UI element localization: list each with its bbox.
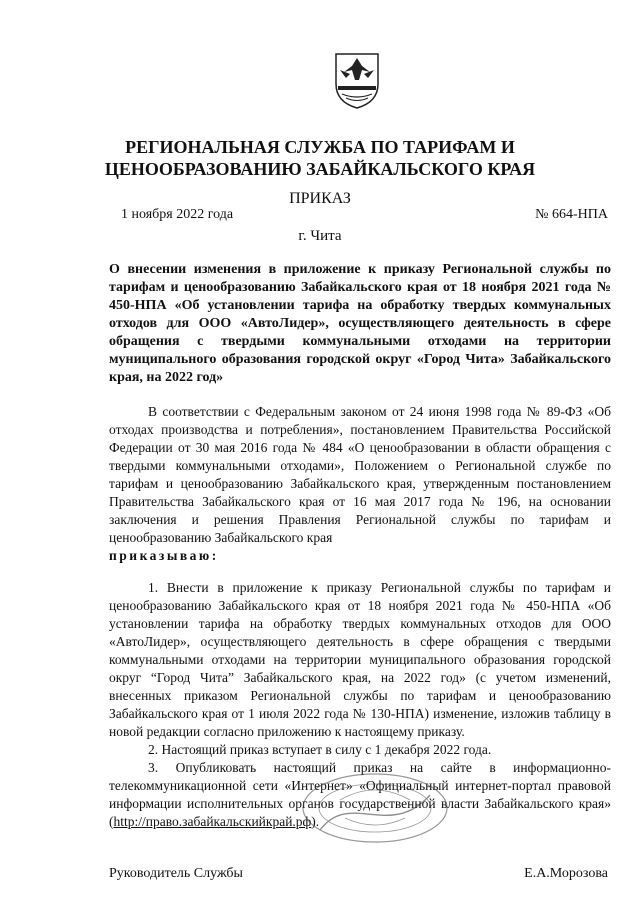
order-item-1: 1. Внести в приложение к приказу Региональной службы по тарифам и ценообразованию Забайкальского края от 18 ноября 2021 года № 450-НПА «Об установлении тарифа на обработку твердых коммунальных отходов для ООО «АвтоЛидер», осуществляющего деятельность в сфере обращения с твердыми коммунальными отходами на территории муниципального образования городской округ “Город Чита” Забайкальского края, на 2022 год» (с учетом изменений, внесенных приказом Региональной службы по тарифам и ценообразованию Забайкальского края от 1 июля 2022 года № 130-НПА) изменение, изложив таблицу в новой редакции согласно приложению к настоящему приказу.: [109, 580, 611, 739]
order-item-2: 2. Настоящий приказ вступает в силу с 1 декабря 2022 года.: [148, 742, 492, 757]
document-date: 1 ноября 2022 года: [121, 207, 234, 222]
organization-name-line2: ЦЕНООБРАЗОВАНИЮ ЗАБАЙКАЛЬСКОГО КРАЯ: [104, 159, 536, 179]
coat-of-arms-emblem: [332, 50, 382, 110]
signer-position: Руководитель Службы: [109, 866, 243, 881]
publication-link[interactable]: http://право.забайкальскийкрай.рф: [113, 814, 312, 829]
organization-name-line1: РЕГИОНАЛЬНАЯ СЛУЖБА ПО ТАРИФАМ И: [125, 137, 515, 157]
seal-stamp: [300, 770, 450, 845]
document-body: [109, 403, 611, 831]
document-type: ПРИКАЗ: [289, 190, 351, 207]
order-item-3-end: ).: [311, 814, 320, 829]
order-item-3-text: 3. Опубликовать настоящий приказ на сайте в информационно-телекоммуникационной сети «Интернет» «Официальный интернет-портал правовой информации исполнительных органов государственной власти Забайкальского края» (: [109, 760, 611, 829]
document-city: г. Чита: [298, 228, 342, 244]
preamble-paragraph: В соответствии с Федеральным законом от 24 июня 1998 года № 89-ФЗ «Об отходах производства и потребления», постановлением Правительства Российской Федерации от 30 мая 2016 года № 484 «О ценообразовании в области обращения с твердыми коммунальными отходами», Положением о Региональной службе по тарифам и ценообразованию Забайкальского края, утвержденным постановлением Правительства Забайкальского края от 16 мая 2017 года № 196, на основании заключения и решения Правления Региональной службы по тарифам и ценообразованию Забайкальского края: [109, 404, 611, 545]
document-number: № 664-НПА: [535, 207, 608, 222]
document-title: О внесении изменения в приложение к приказу Региональной службы по тарифам и ценообразованию Забайкальского края от 18 ноября 2021 года № 450-НПА «Об установлении тарифа на обработку твердых коммунальных отходов для ООО «АвтоЛидер», осуществляющего деятельность в сфере обращения с твердыми коммунальными отходами на территории муниципального образования городской округ «Город Чита» Забайкальского края, на 2022 год»: [109, 262, 611, 385]
decree-word: приказываю:: [109, 548, 219, 563]
signer-name: Е.А.Морозова: [524, 866, 608, 881]
